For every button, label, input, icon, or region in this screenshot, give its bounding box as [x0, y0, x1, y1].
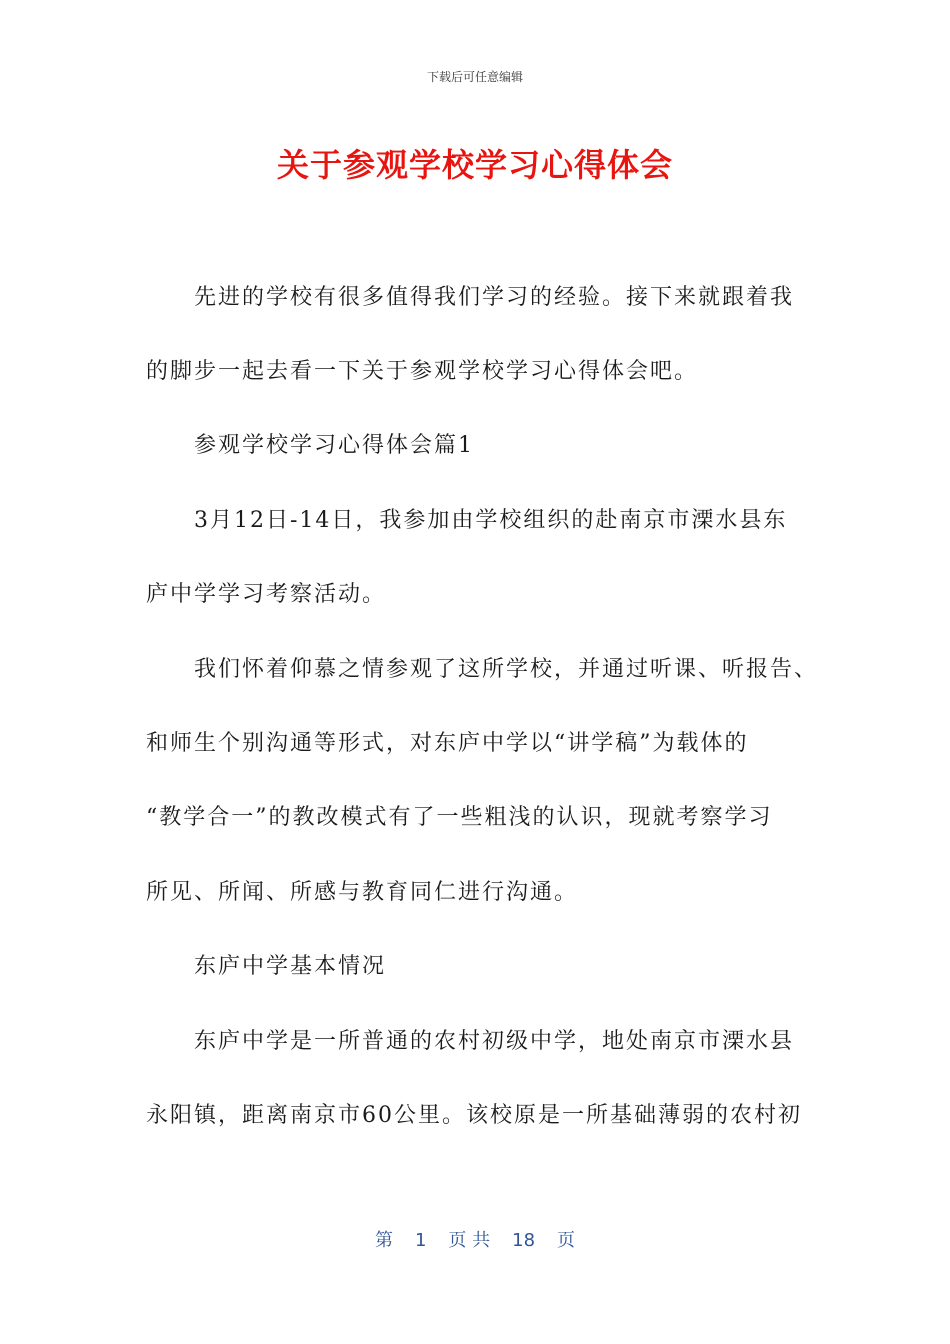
- footer-prefix: 第: [374, 1230, 393, 1251]
- paragraph-line: 所见、所闻、所感与教育同仁进行沟通。: [146, 880, 579, 905]
- footer-page-number: 1: [414, 1230, 427, 1251]
- paragraph-line: 东庐中学是一所普通的农村初级中学，地处南京市溧水县: [194, 1029, 795, 1054]
- paragraph-line: 我们怀着仰慕之情参观了这所学校，并通过听课、听报告、: [194, 657, 819, 682]
- section-heading: 参观学校学习心得体会篇1: [194, 433, 474, 458]
- page-footer: [0, 1226, 950, 1252]
- paragraph-line: “教学合一”的教改模式有了一些粗浅的认识，现就考察学习: [146, 805, 773, 830]
- footer-middle: 页 共: [448, 1230, 491, 1251]
- paragraph-line: 永阳镇，距离南京市60公里。该校原是一所基础薄弱的农村初: [146, 1103, 802, 1128]
- document-title: 关于参观学校学习心得体会: [276, 146, 673, 184]
- header-note: 下载后可任意编辑: [426, 70, 523, 84]
- paragraph-line: 庐中学学习考察活动。: [146, 582, 387, 607]
- paragraph-line: 和师生个别沟通等形式，对东庐中学以“讲学稿”为载体的: [146, 731, 749, 756]
- footer-suffix: 页: [557, 1230, 576, 1251]
- paragraph-line: 3月12日-14日，我参加由学校组织的赴南京市溧水县东: [194, 508, 788, 533]
- footer-total-pages: 18: [512, 1230, 536, 1251]
- section-heading: 东庐中学基本情况: [194, 954, 387, 979]
- paragraph-line: 的脚步一起去看一下关于参观学校学习心得体会吧。: [146, 359, 699, 384]
- paragraph-line: 先进的学校有很多值得我们学习的经验。接下来就跟着我: [194, 285, 795, 310]
